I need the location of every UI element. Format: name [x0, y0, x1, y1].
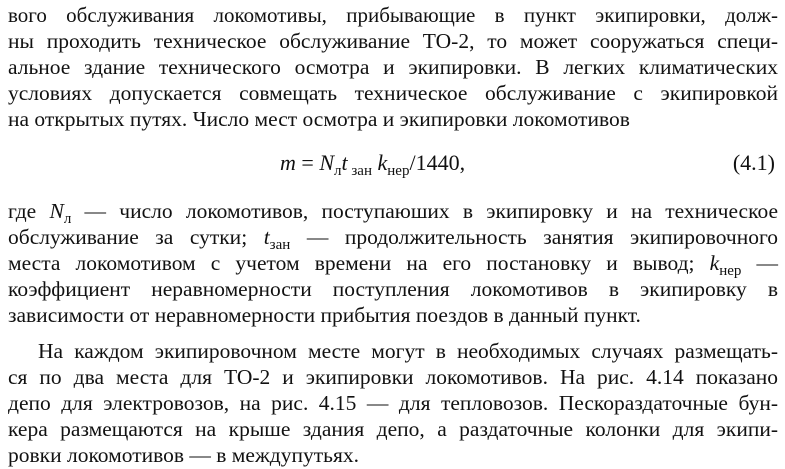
formula-4-1: [0, 150, 785, 180]
text-fragment: где: [8, 199, 50, 223]
text-line: [8, 250, 778, 279]
text-fragment: ны проходить техническое обслуживание ТО-2, то может сооружаться специ-: [8, 29, 778, 53]
text-line: кера размещаются на крыше здания депо, а раздаточные колонки для экипи-: [8, 417, 778, 441]
text-line: [8, 28, 778, 54]
formula-equals: =: [295, 150, 320, 175]
formula-var-m: m: [280, 150, 296, 175]
formula-expression: [280, 150, 466, 179]
formula-var-t: t: [341, 150, 348, 175]
text-line: [8, 198, 778, 227]
text-fragment: — продолжительность занятия экипировочного: [290, 225, 778, 249]
formula-sub-zan: зан: [347, 163, 372, 179]
text-line: ровки локомотивов — в междупутьях.: [8, 443, 359, 467]
text-line: условиях допускается совмещать техническое обслуживание с экипировкой: [8, 81, 778, 105]
var-k: k: [709, 251, 720, 275]
text-line: ся по два места для ТО-2 и экипировки локомотивов. На рис. 4.14 показано: [8, 365, 778, 389]
text-line: коэффициент неравномерности поступления локомотивов в экипировку в: [8, 277, 778, 301]
sub-ner: нер: [719, 263, 742, 279]
formula-var-k: k: [372, 150, 388, 175]
sub-l: л: [63, 211, 72, 227]
text-line: [8, 224, 778, 253]
var-t: t: [263, 225, 270, 249]
sub-zan: зан: [269, 237, 291, 253]
text-fragment: —: [741, 251, 778, 275]
text-fragment: вого обслуживания локомотивы, прибывающие в пункт экипировки, долж-: [8, 3, 778, 27]
formula-sub-ner: нер: [387, 163, 410, 179]
text-line: альное здание технического осмотра и экипировки. В легких климатических: [8, 55, 778, 79]
text-line: на открытых путях. Число мест осмотра и экипировки локомотивов: [8, 107, 630, 131]
equation-number: (4.1): [732, 150, 775, 175]
text-fragment: обслуживание за сутки;: [8, 225, 264, 249]
text-line: зависимости от неравномерности прибытия поездов в данный пункт.: [8, 303, 641, 327]
text-fragment: места локомотивом с учетом времени на его постановку и вывод;: [8, 251, 710, 275]
var-n: N: [49, 199, 64, 223]
text-line: На каждом экипировочном месте могут в необходимых случаях размещать-: [38, 339, 778, 363]
formula-tail: /1440,: [409, 150, 466, 175]
text-fragment: — число локомотивов, поступаюших в экипировку и на техническое: [71, 199, 778, 223]
formula-sub-l: л: [334, 163, 342, 179]
text-line: депо для электровозов, на рис. 4.15 — для тепловозов. Пескораздаточные бун-: [8, 391, 778, 415]
formula-var-n: N: [319, 150, 334, 175]
text-line: [8, 2, 778, 28]
